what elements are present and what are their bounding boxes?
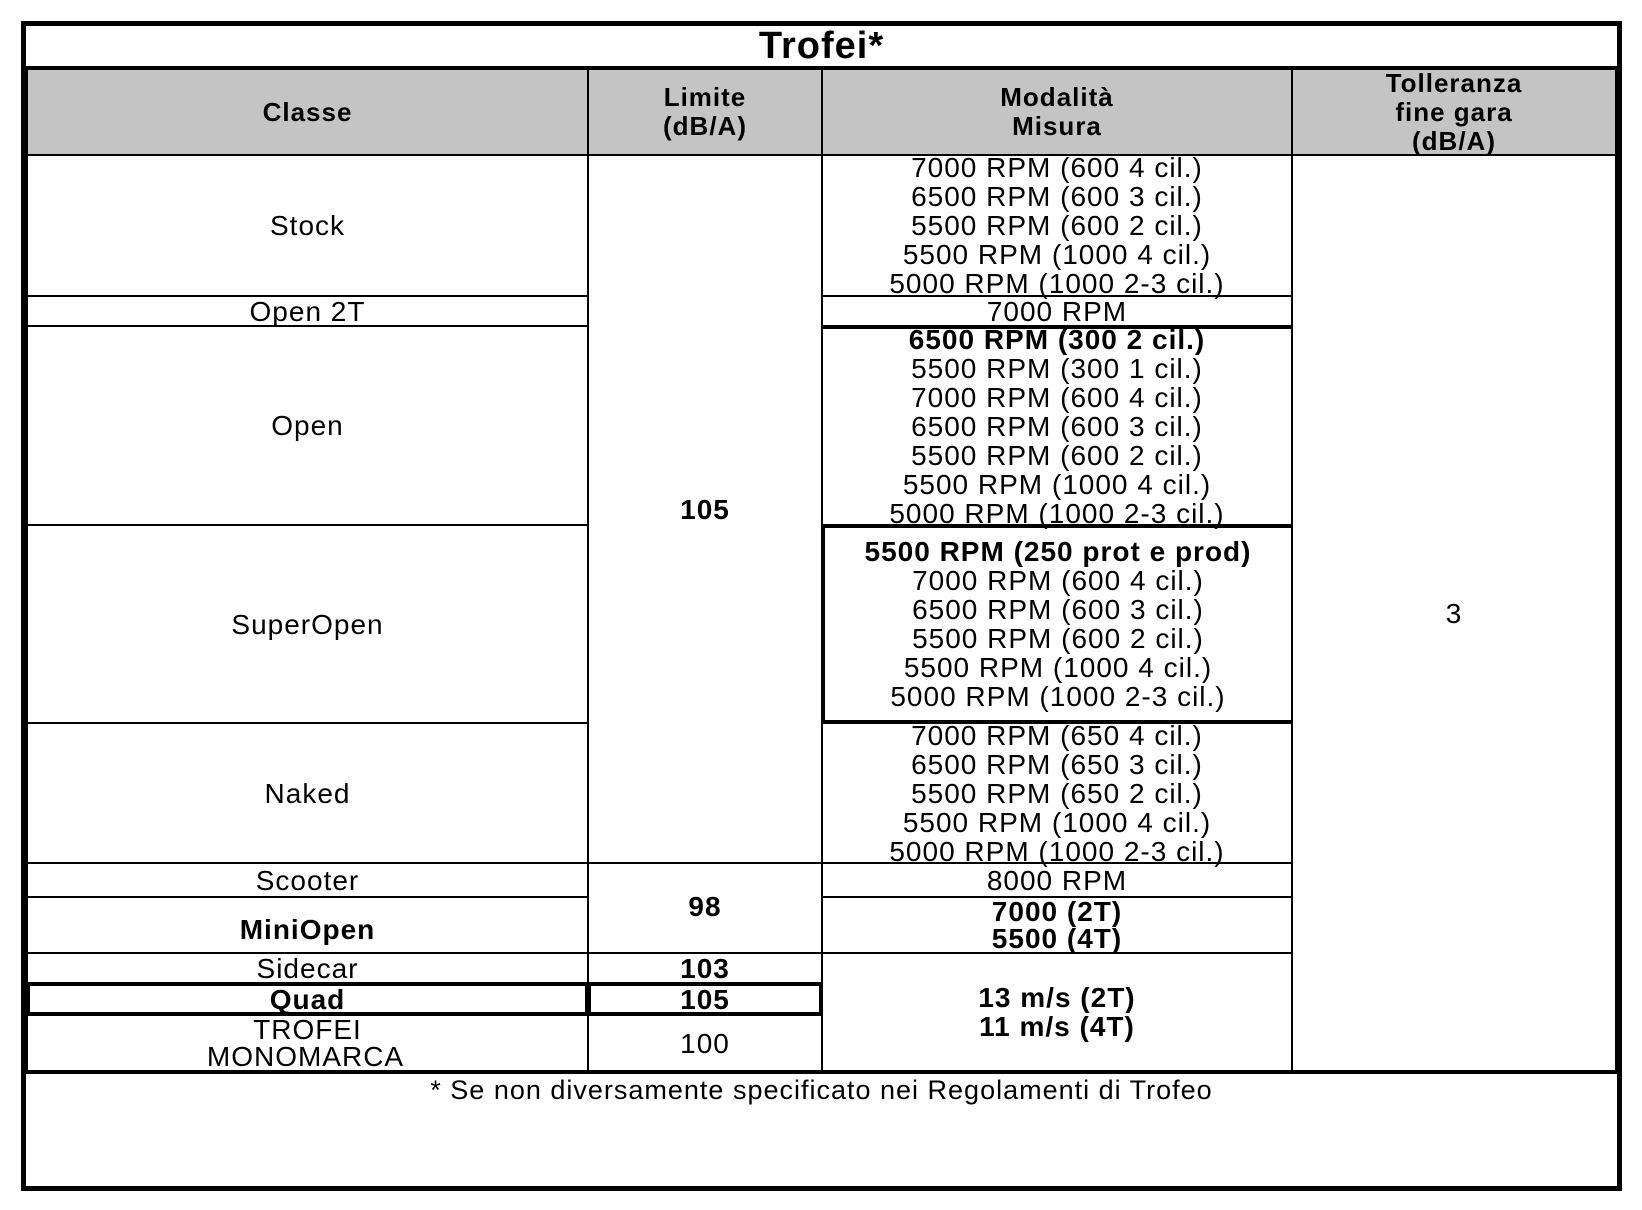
misura-line: 5500 RPM (650 2 cil.) [911,777,1203,809]
classe-quad: Quad [26,982,589,1016]
header-limite-line2: (dB/A) [663,111,747,141]
misura-stock [821,154,1293,297]
classe-trofei-line1: TROFEI [253,1014,362,1045]
misura-line: 5500 RPM (250 prot e prod) [864,536,1252,567]
classe-naked: Naked [26,722,589,864]
misura-line: 5500 RPM (1000 4 cil.) [902,806,1212,838]
misura-line: 6500 RPM (600 3 cil.) [912,594,1204,625]
misura-line: 5500 RPM (300 1 cil.) [911,353,1203,384]
misura-naked [821,719,1293,867]
limite-98: 98 [587,862,823,954]
limite-105-main: 105 [587,154,823,864]
classe-sidecar: Sidecar [26,952,589,984]
misura-line: 5500 (4T) [991,923,1123,954]
header-modalita [821,68,1293,156]
classe-trofei-line2: MONOMARCA [206,1041,405,1072]
misura-line: 7000 RPM (600 4 cil.) [911,382,1203,413]
limite-quad: 105 [587,982,823,1016]
misura-open-2t: 7000 RPM [821,295,1293,327]
misura-line: 5500 RPM (1000 4 cil.) [902,469,1212,500]
classe-trofei-monomarca [26,1014,589,1072]
misura-line: 6500 RPM (300 2 cil.) [908,324,1206,355]
header-tolleranza-line1: Tolleranza [1385,67,1523,98]
misura-line: 5000 RPM (1000 2-3 cil.) [889,835,1225,867]
tolleranza-value: 3 [1291,154,1617,1072]
misura-open [821,324,1293,529]
misura-line: 11 m/s (4T) [979,1011,1135,1042]
classe-open-2t: Open 2T [26,295,589,327]
misura-scooter: 8000 RPM [821,862,1293,898]
header-tolleranza-line3: (dB/A) [1412,125,1496,156]
classe-open: Open [26,325,589,526]
misura-line: 5000 RPM (1000 2-3 cil.) [890,681,1226,712]
misura-line: 7000 RPM (600 4 cil.) [911,152,1203,183]
limite-sidecar: 103 [587,952,823,984]
classe-superopen: SuperOpen [26,524,589,724]
misura-line: 6500 RPM (650 3 cil.) [911,748,1203,780]
footnote: * Se non diversamente specificato nei Regolamenti di Trofeo [26,1070,1617,1186]
misura-miniopen [821,896,1293,954]
misura-line: 5500 RPM (1000 4 cil.) [902,239,1212,270]
misura-line: 5500 RPM (600 2 cil.) [912,623,1204,654]
misura-line: 5000 RPM (1000 2-3 cil.) [889,268,1225,299]
limite-trofei: 100 [587,1014,823,1072]
header-classe: Classe [26,68,589,156]
classe-miniopen: MiniOpen [26,896,589,954]
header-tolleranza-line2: fine gara [1395,96,1513,127]
misura-line: 6500 RPM (600 3 cil.) [911,181,1203,212]
header-modalita-line1: Modalità [1000,82,1114,112]
misura-line: 6500 RPM (600 3 cil.) [911,411,1203,442]
table-title: Trofei* [26,26,1617,70]
misura-line: 13 m/s (2T) [978,982,1136,1013]
misura-superopen [821,524,1293,724]
misura-ms [821,952,1293,1072]
misura-line: 7000 (2T) [991,896,1123,927]
misura-line: 5000 RPM (1000 2-3 cil.) [889,498,1225,529]
classe-stock: Stock [26,154,589,297]
header-tolleranza [1291,68,1617,156]
header-limite [587,68,823,156]
misura-line: 5500 RPM (600 2 cil.) [911,210,1203,241]
misura-line: 5500 RPM (1000 4 cil.) [903,652,1213,683]
header-limite-line1: Limite [663,82,747,112]
misura-line: 7000 RPM (650 4 cil.) [911,719,1203,751]
classe-scooter: Scooter [26,862,589,898]
misura-line: 5500 RPM (600 2 cil.) [911,440,1203,471]
header-modalita-line2: Misura [1012,111,1102,141]
misura-line: 7000 RPM (600 4 cil.) [912,565,1204,596]
